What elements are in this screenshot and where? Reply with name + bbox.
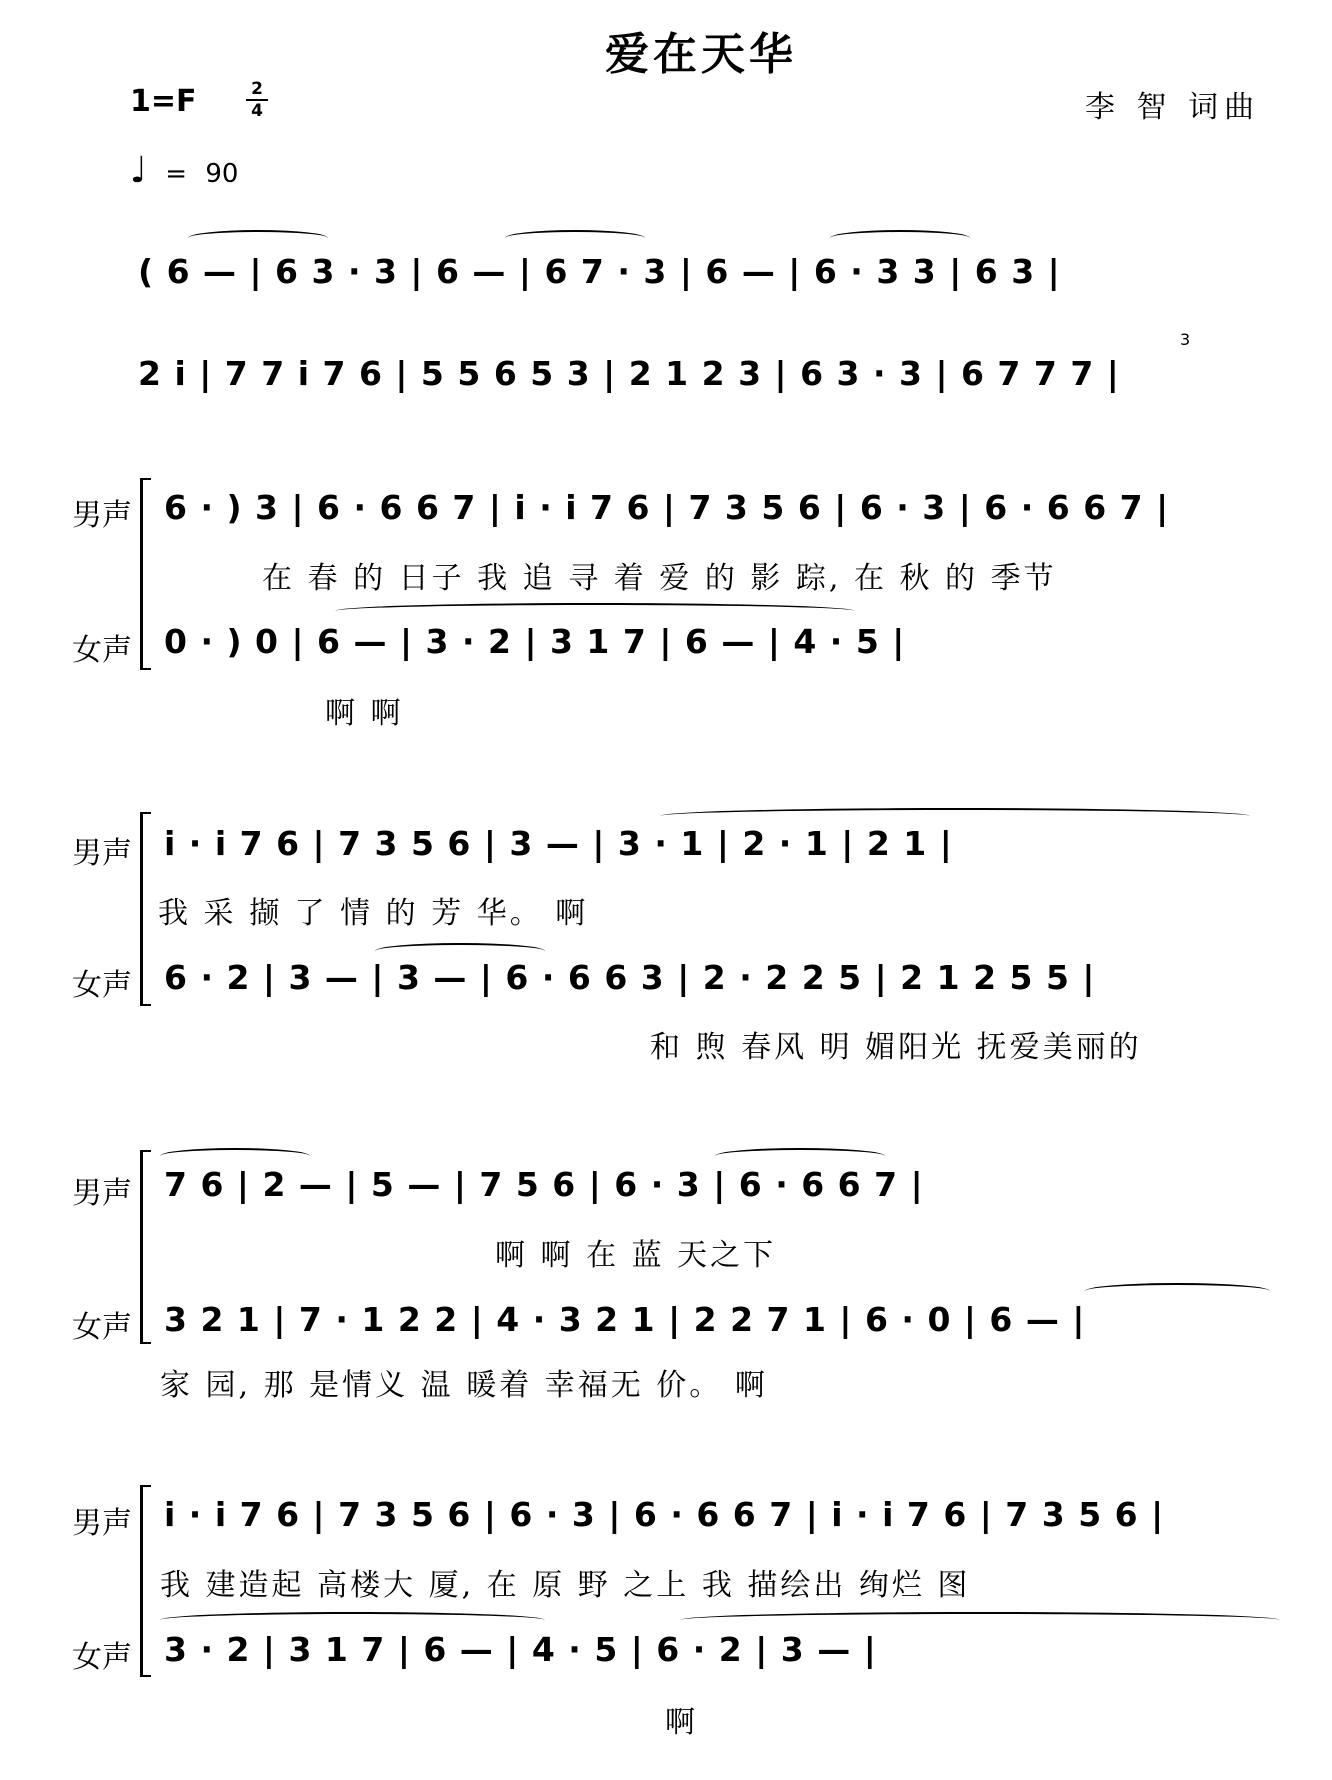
time-signature-top: 2 xyxy=(251,79,263,99)
female-lyrics: 家 园, 那 是情义 温 暖着 幸福无 价。 啊 xyxy=(160,1368,768,1403)
tempo-marking xyxy=(130,150,238,191)
male-notes: i · i 7 6 | 7 3 5 6 | 6 · 3 | 6 · 6 6 7 | i · i 7 6 | 7 3 5 6 | xyxy=(164,1495,1165,1534)
intro-line-2: 2 i | 7 7 i 7 6 | 5 5 6 5 3 | 2 1 2 3 | 6 3 · 3 | 6 7 7 7 | xyxy=(138,354,1120,393)
male-tie xyxy=(660,808,1250,824)
key-signature: 1=F xyxy=(130,84,197,119)
female-lyrics: 啊 啊 xyxy=(325,696,404,731)
male-lyrics: 啊 啊 在 蓝 天之下 xyxy=(495,1238,777,1273)
intro-tie-1 xyxy=(188,230,328,246)
female-tie xyxy=(160,1612,545,1628)
intro-tie-2 xyxy=(505,230,645,246)
intro-line-1: ( 6 — | 6 3 · 3 | 6 — | 6 7 · 3 | 6 — | 6 · 3 3 | 6 3 | xyxy=(138,252,1061,291)
time-signature xyxy=(246,80,268,120)
female-notes: 0 · ) 0 | 6 — | 3 · 2 | 3 1 7 | 6 — | 4 · 5 | xyxy=(164,622,906,661)
female-lyrics: 啊 xyxy=(665,1705,698,1740)
female-tie xyxy=(375,943,545,959)
song-title: 爱在天华 xyxy=(605,29,797,80)
male-voice-label: 男声 xyxy=(72,1506,132,1541)
male-notes: i · i 7 6 | 7 3 5 6 | 3 — | 3 · 1 | 2 · 1 | 2 1 | xyxy=(164,824,953,863)
male-voice-label: 男声 xyxy=(72,836,132,871)
female-lyrics: 和 煦 春风 明 媚阳光 抚爱美丽的 xyxy=(650,1030,1142,1065)
male-lyrics: 在 春 的 日子 我 追 寻 着 爱 的 影 踪, 在 秋 的 季节 xyxy=(262,561,1057,596)
female-tie xyxy=(680,1612,1280,1628)
quarter-note-icon: ♩ xyxy=(130,150,147,191)
male-lyrics: 我 建造起 高楼大 厦, 在 原 野 之上 我 描绘出 绚烂 图 xyxy=(160,1568,971,1603)
female-voice-label: 女声 xyxy=(72,1310,132,1345)
system-brace xyxy=(140,1150,151,1344)
female-notes: 3 · 2 | 3 1 7 | 6 — | 4 · 5 | 6 · 2 | 3 — | xyxy=(164,1630,877,1669)
male-notes: 7 6 | 2 — | 5 — | 7 5 6 | 6 · 3 | 6 · 6 6 7 | xyxy=(164,1165,924,1204)
female-notes: 3 2 1 | 7 · 1 2 2 | 4 · 3 2 1 | 2 2 7 1 | 6 · 0 | 6 — | xyxy=(164,1300,1086,1339)
system-brace xyxy=(140,812,151,1006)
system-brace xyxy=(140,478,151,670)
tempo-value: 90 xyxy=(205,159,239,189)
triplet-mark: 3 xyxy=(1180,330,1191,349)
tempo-equals: = xyxy=(165,159,188,189)
female-notes: 6 · 2 | 3 — | 3 — | 6 · 6 6 3 | 2 · 2 2 5 | 2 1 2 5 5 | xyxy=(164,958,1096,997)
intro-tie-3 xyxy=(830,230,970,246)
male-voice-label: 男声 xyxy=(72,498,132,533)
female-tie xyxy=(1085,1283,1270,1299)
male-tie xyxy=(715,1148,885,1164)
female-voice-label: 女声 xyxy=(72,1640,132,1675)
time-signature-bottom: 4 xyxy=(251,101,263,121)
composer-credit: 李 智 词曲 xyxy=(1085,90,1261,125)
female-voice-label: 女声 xyxy=(72,633,132,668)
male-lyrics: 我 采 撷 了 情 的 芳 华。 啊 xyxy=(158,896,589,931)
female-voice-label: 女声 xyxy=(72,968,132,1003)
female-tie xyxy=(335,603,855,619)
male-notes: 6 · ) 3 | 6 · 6 6 7 | i · i 7 6 | 7 3 5 6 | 6 · 3 | 6 · 6 6 7 | xyxy=(164,488,1170,527)
male-voice-label: 男声 xyxy=(72,1176,132,1211)
male-tie xyxy=(160,1148,310,1164)
system-brace xyxy=(140,1485,151,1677)
